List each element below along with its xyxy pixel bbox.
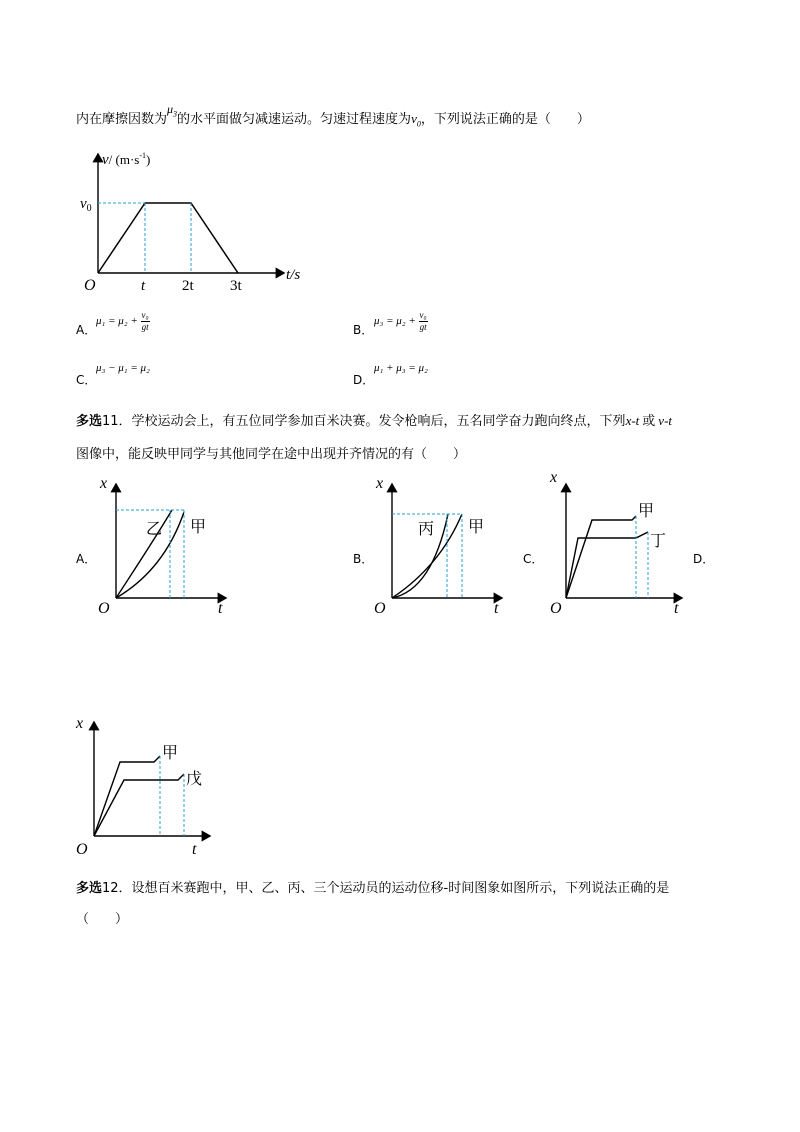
label-jia: 甲 — [468, 517, 485, 536]
x-label: t — [218, 600, 223, 617]
q11-stem-line2: 图像中，能反映甲同学与其他同学在途中出现并齐情况的有（ ） — [76, 447, 467, 462]
y-label: x — [100, 475, 108, 492]
tick-3t: 3t — [230, 278, 242, 294]
q10-option-d-formula: μ₁ + μ₃ = μ₂ — [374, 362, 428, 374]
tick-2t: 2t — [182, 278, 194, 294]
vt-trapezoid-line — [98, 203, 238, 273]
v0-symbol: $v_0$ — [411, 111, 421, 129]
q10-option-d[interactable]: D． — [353, 373, 375, 387]
q11-graph-d — [72, 712, 232, 862]
q11-option-b[interactable]: B． — [353, 552, 374, 566]
x-axis-label: t/s — [286, 267, 301, 283]
x-label: t — [192, 841, 197, 858]
y-label: x — [550, 469, 558, 486]
label-yi: 乙 — [146, 519, 163, 538]
tick-t: t — [141, 278, 146, 294]
q10-option-a-formula: μ₁ = μ₂ + $\frac{\text{v₀}}{gt}$ — [96, 310, 149, 332]
q11-option-d[interactable]: D． — [693, 552, 715, 566]
label-bing: 丙 — [418, 519, 435, 538]
y-label: x — [376, 475, 384, 492]
y-label: x — [76, 715, 84, 732]
q11-option-c[interactable]: C． — [523, 552, 544, 566]
q11-option-a[interactable]: A． — [76, 552, 97, 566]
q10-option-a[interactable]: A． — [76, 323, 97, 337]
q10-option-c-formula: μ₃ − μ₁ = μ₂ — [96, 362, 150, 374]
q10-option-b[interactable]: B． — [353, 323, 374, 337]
mu3-symbol: $\mu_3$ — [167, 102, 178, 119]
label-jia: 甲 — [190, 517, 207, 536]
origin-label: O — [374, 600, 386, 617]
q11-stem-line1: 多选11．学校运动会上，有五位同学参加百米决赛。发令枪响后，五名同学奋力跑向终点，下列x-t 或 v-t — [76, 413, 673, 429]
label-ding: 丁 — [650, 531, 667, 550]
label-jia: 甲 — [162, 743, 179, 762]
q10-vt-graph — [78, 148, 318, 296]
q12-stem-line2: （ ） — [76, 912, 129, 927]
q11-graph-a — [94, 470, 244, 618]
q12-stem-line1: 多选12．设想百米赛跑中，甲、乙、丙、三个运动员的运动位移-时间图象如图所示，下列说法正确的是 — [76, 881, 670, 896]
y-axis-label: v/ $(m\cdot s^{-1})$ — [102, 151, 151, 168]
line-jia — [94, 756, 160, 836]
v0-tick-label: $v_0$ — [80, 196, 92, 214]
q11-graph-c — [540, 466, 690, 616]
origin-label: O — [84, 277, 96, 294]
x-label: t — [674, 600, 679, 617]
origin-label: O — [76, 841, 88, 858]
line-jia — [566, 516, 636, 598]
origin-label: O — [550, 600, 562, 617]
label-wu: 戊 — [186, 769, 203, 788]
q10-option-c[interactable]: C． — [76, 373, 97, 387]
q10-option-b-formula: μ₃ = μ₂ + $\frac{\text{v₀}}{gt}$ — [374, 310, 427, 332]
x-label: t — [494, 600, 499, 617]
line-wu — [94, 774, 184, 836]
origin-label: O — [98, 600, 110, 617]
q10-stem: 内在摩擦因数为$\mu_3$的水平面做匀减速运动。匀速过程速度为$v_0$，下列说法正确的是（ ） — [76, 102, 590, 129]
q11-graph-b — [370, 470, 520, 618]
label-jia: 甲 — [638, 501, 655, 520]
